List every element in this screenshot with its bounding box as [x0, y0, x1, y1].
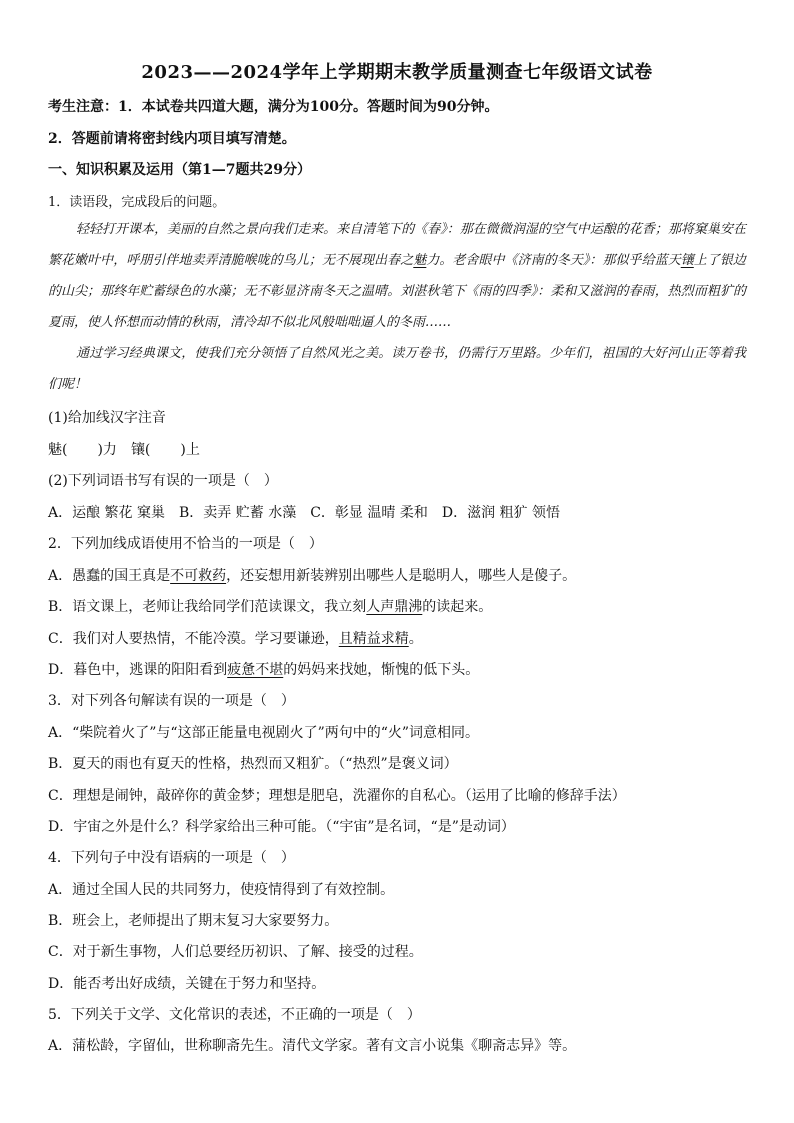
underlined-idiom: 不可救药 — [170, 568, 227, 584]
question-3-stem: 3．对下列各句解读有误的一项是（ ） — [48, 693, 295, 709]
option-text: C．我们对人要热情，不能冷漠。学习要谦逊， — [48, 631, 339, 647]
option-b: B．卖弄 贮蓄 水藻 — [179, 505, 297, 521]
notice-line-1: 考生注意：1．本试卷共四道大题，满分为100分。答题时间为90分钟。 — [48, 99, 499, 115]
passage-text: 通过学习经典课文，使我们充分领悟了自然风光之美。读万卷书，仍需行万里路。少年们，祖国的大好河山正等着我们呢！ — [48, 346, 746, 392]
page-title: 2023——2024学年上学期期末教学质量测查七年级语文试卷 — [141, 62, 653, 83]
notice-line-2: 2．答题前请将密封线内项目填写清楚。 — [48, 131, 296, 147]
answer-char-1: 魅( — [48, 442, 68, 458]
question-1-stem: 1．读语段，完成段后的问题。 — [48, 195, 226, 210]
option-text: 。 — [408, 631, 423, 647]
option-text: 的妈妈来找她，惭愧的低下头。 — [283, 662, 480, 678]
question-2-option-c — [48, 628, 423, 648]
passage-text: 上了银边的山尖；那终年贮蓄绿色的水藻；无不彰显济南冬天之温晴。刘湛秋笔下《雨的四季》：柔和又滋润的春雨，热烈而粗犷的夏雨，使人怀想而动情的秋雨，清冷却不似北风般咄咄逼人的冬雨…… — [48, 253, 746, 330]
answer-close-1: )力 — [97, 442, 117, 458]
question-1-sub-1: (1)给加线汉字注音 — [48, 410, 166, 426]
option-text: D．暮色中，逃课的阳阳看到 — [48, 662, 228, 678]
question-5-option-a: A．蒲松龄，字留仙，世称聊斋先生。清代文学家。著有文言小说集《聊斋志异》等。 — [48, 1038, 577, 1054]
question-4-stem: 4．下列句子中没有语病的一项是（ ） — [48, 850, 295, 866]
option-text: ，还妄想用新装辨别出哪些人是聪明人，哪些人是傻子。 — [226, 568, 577, 584]
pinyin-answer-line — [48, 439, 200, 459]
question-2-option-b — [48, 596, 492, 616]
reading-passage-paragraph-1 — [48, 214, 746, 338]
question-4-option-d: D．能否考出好成绩，关键在于努力和坚持。 — [48, 976, 326, 992]
question-3-option-a: A．“柴院着火了”与“这部正能量电视剧火了”两句中的“火”词意相同。 — [48, 725, 480, 741]
section-heading: 一、知识积累及运用（第1—7题共29分） — [48, 162, 311, 178]
passage-text: 轻轻打开课本，美丽的自然之景向我们走来。来自清笔下的《春》：那在微微润湿的空气中运酿的花香；那将窠巢安在繁花嫩叶中，呼朋引伴地卖弄清脆喉咙的鸟儿；无不展现出春之 — [48, 222, 746, 268]
question-5-stem: 5．下列关于文学、文化常识的表述，不正确的一项是（ ） — [48, 1007, 421, 1023]
answer-char-2: 镶( — [130, 442, 151, 458]
option-text: B．语文课上，老师让我给同学们范读课文，我立刻 — [48, 599, 367, 615]
question-2-stem: 2．下列加线成语使用不恰当的一项是（ ） — [48, 536, 323, 552]
reading-passage-paragraph-2 — [48, 338, 746, 400]
question-2-option-a — [48, 565, 576, 585]
option-a: A．运酿 繁花 窠巢 — [48, 505, 166, 521]
question-4-option-a: A．通过全国人民的共同努力，使疫情得到了有效控制。 — [48, 882, 395, 898]
question-1-sub-2: (2)下列词语书写有误的一项是（ ） — [48, 473, 278, 489]
option-text: A．愚蠢的国王真是 — [48, 568, 171, 584]
underlined-idiom: 疲惫不堪 — [227, 662, 284, 678]
question-4-option-c: C．对于新生事物，人们总要经历初识、了解、接受的过程。 — [48, 944, 423, 960]
question-3-option-b: B．夏天的雨也有夏天的性格，热烈而又粗犷。（“热烈”是褒义词） — [48, 756, 458, 772]
option-c: C．彰显 温晴 柔和 — [310, 505, 428, 521]
underlined-char-mei: 魅 — [413, 253, 427, 268]
question-3-option-d: D．宇宙之外是什么？科学家给出三种可能。（“宇宙”是名词，“是”是动词） — [48, 819, 515, 835]
answer-close-2: )上 — [180, 442, 200, 458]
passage-text: 力。老舍眼中《济南的冬天》：那似乎给蓝天 — [426, 253, 681, 268]
question-4-option-b: B．班会上，老师提出了期末复习大家要努力。 — [48, 913, 339, 929]
question-1-sub-2-options — [48, 502, 574, 522]
question-2-option-d — [48, 659, 479, 679]
underlined-idiom: 人声鼎沸 — [366, 599, 423, 615]
underlined-char-xiang: 镶 — [680, 253, 694, 268]
option-d: D．滋润 粗犷 领悟 — [441, 505, 560, 521]
underlined-idiom: 且精益求精 — [338, 631, 409, 647]
option-text: 的读起来。 — [422, 599, 493, 615]
question-3-option-c: C．理想是闹钟，敲碎你的黄金梦；理想是肥皂，洗濯你的自私心。（运用了比喻的修辞手法） — [48, 788, 626, 804]
